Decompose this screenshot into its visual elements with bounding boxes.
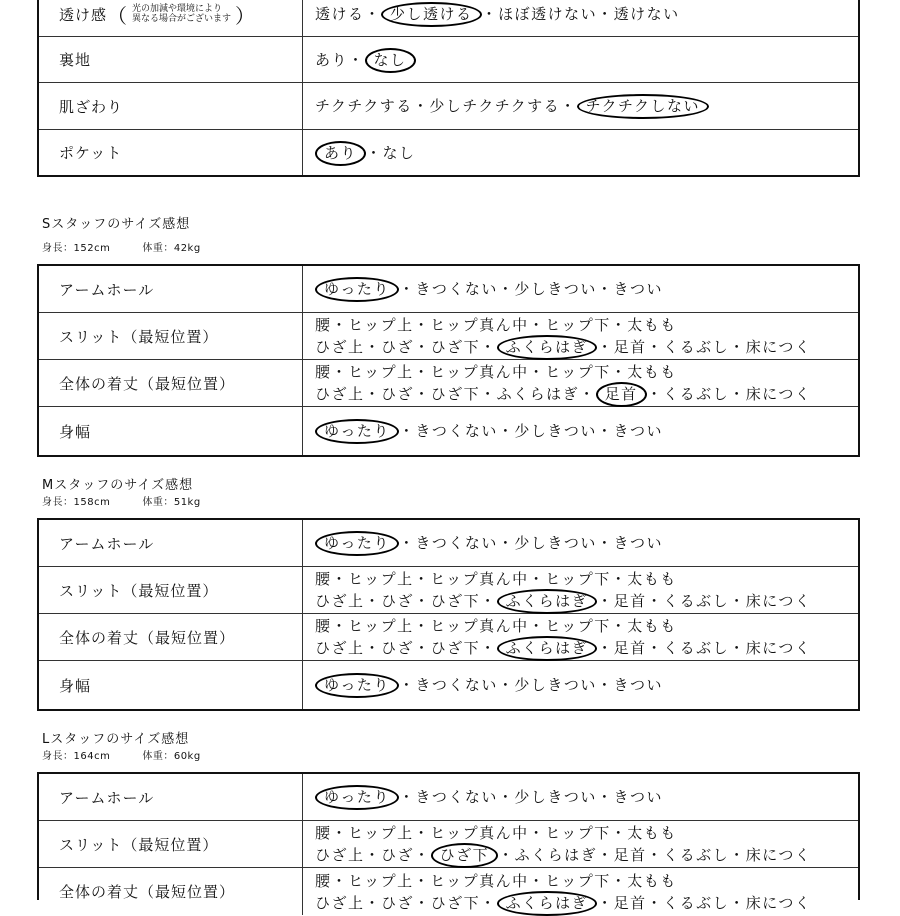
separator: ・: [481, 5, 499, 23]
selected-option: ゆったり: [315, 419, 399, 444]
option: ひざ下: [430, 639, 481, 657]
selected-option: あり: [315, 141, 366, 166]
option-line: [315, 786, 858, 808]
size-table-l: [37, 772, 860, 912]
option: きつくない: [415, 788, 498, 806]
option: 太もも: [627, 316, 677, 334]
option-line: [315, 844, 858, 866]
option: ヒップ下: [545, 824, 611, 842]
separator: ・: [364, 338, 382, 356]
row-label: 全体の着丈（最短位置）: [39, 360, 303, 406]
selected-option: チクチクしない: [577, 94, 709, 119]
separator: ・: [597, 893, 614, 912]
row-values: [303, 661, 858, 709]
row-values: [303, 407, 858, 455]
option: ふくらはぎ: [496, 385, 580, 403]
size-table-m: [37, 518, 860, 711]
row-label: 身幅: [39, 407, 303, 455]
option: あり: [315, 50, 349, 69]
separator: ・: [729, 846, 746, 864]
separator: ・: [414, 385, 431, 403]
separator: ・: [528, 824, 546, 842]
option: 太もも: [627, 570, 677, 588]
height: 身長：164cm: [42, 751, 111, 762]
separator: ・: [331, 570, 349, 588]
separator: ・: [497, 676, 515, 694]
separator: ・: [497, 280, 515, 298]
row-length: [39, 614, 858, 661]
option: ひざ上: [315, 338, 365, 356]
separator: ・: [364, 592, 382, 610]
separator: ・: [497, 788, 515, 806]
option: ヒップ下: [545, 570, 611, 588]
separator: ・: [331, 316, 349, 334]
option: ヒップ上: [348, 871, 414, 890]
size-table-s: [37, 264, 860, 457]
option-line: [315, 142, 858, 164]
row-label: スリット（最短位置）: [39, 567, 303, 613]
option-line: [315, 870, 858, 892]
option: 透ける: [315, 5, 365, 23]
option: きつくない: [415, 676, 498, 694]
option-line: [315, 615, 858, 637]
row-values: [303, 567, 858, 613]
row-label: 肌ざわり: [39, 83, 303, 129]
option: 透けない: [613, 5, 680, 23]
option-line: [315, 336, 858, 358]
option: ヒップ真ん中: [430, 871, 529, 890]
separator: ・: [364, 893, 382, 912]
section-title-s: Sスタッフのサイズ感想: [42, 217, 191, 232]
separator: ・: [610, 316, 628, 334]
option: きつい: [613, 788, 663, 806]
option: ヒップ下: [545, 316, 611, 334]
option: 少しきつい: [514, 676, 597, 694]
option: ヒップ上: [348, 363, 414, 381]
option: 足首: [613, 893, 647, 912]
selected-option: ふくらはぎ: [497, 335, 598, 360]
section-title-l: Lスタッフのサイズ感想: [42, 732, 190, 747]
row-values: [303, 868, 858, 915]
row-armhole: [39, 266, 858, 313]
separator: ・: [364, 5, 382, 23]
option-line: [315, 49, 858, 71]
option-line: [315, 314, 858, 336]
option-line: [315, 822, 858, 844]
separator: ・: [413, 617, 431, 635]
separator: ・: [729, 338, 746, 356]
row-armhole: [39, 520, 858, 567]
row-label: スリット（最短位置）: [39, 821, 303, 867]
row-values: [303, 360, 858, 406]
option: ひざ: [381, 592, 415, 610]
option: 腰: [315, 570, 332, 588]
option: 足首: [613, 338, 647, 356]
sheerness-note: [132, 4, 231, 24]
option: ひざ下: [430, 893, 481, 912]
row-values: [303, 774, 858, 820]
height: 身長：152cm: [42, 243, 111, 254]
separator: ・: [646, 385, 664, 403]
fabric-attributes-table: [37, 0, 860, 177]
row-width: [39, 407, 858, 455]
separator: ・: [596, 422, 614, 440]
separator: ・: [597, 639, 614, 657]
option: 床につく: [745, 893, 812, 912]
separator: ・: [398, 676, 416, 694]
separator: ・: [610, 363, 628, 381]
weight: 体重：51kg: [142, 497, 201, 508]
option: ヒップ上: [348, 316, 414, 334]
row-values: [303, 37, 858, 82]
separator: ・: [610, 617, 628, 635]
option: ヒップ真ん中: [430, 617, 529, 635]
option: ひざ: [381, 385, 415, 403]
row-length: [39, 360, 858, 407]
separator: ・: [528, 570, 546, 588]
option: 腰: [315, 871, 332, 890]
selected-option: なし: [365, 48, 416, 73]
note-line-2: 異なる場合がございます: [132, 14, 232, 24]
separator: ・: [414, 639, 431, 657]
option: ほぼ透けない: [498, 5, 598, 23]
separator: ・: [398, 534, 416, 552]
separator: ・: [729, 592, 746, 610]
row-label: アームホール: [39, 774, 303, 820]
row-pocket: [39, 130, 858, 175]
note-open-paren: （: [107, 3, 129, 28]
option-line: [315, 420, 858, 442]
separator: ・: [579, 385, 596, 403]
option: ヒップ下: [545, 363, 611, 381]
option-line: [315, 637, 858, 659]
option: くるぶし: [663, 338, 730, 356]
selected-option: 少し透ける: [381, 2, 482, 27]
row-values: [303, 821, 858, 867]
separator: ・: [528, 871, 546, 890]
row-values: [303, 614, 858, 660]
option: 太もも: [627, 363, 677, 381]
separator: ・: [413, 871, 431, 890]
option: きつい: [613, 534, 663, 552]
separator: ・: [412, 97, 430, 115]
option: なし: [382, 143, 416, 162]
option: ヒップ真ん中: [430, 824, 529, 842]
option: きつくない: [415, 534, 498, 552]
selected-option: ゆったり: [315, 531, 399, 556]
option: ひざ下: [430, 338, 481, 356]
separator: ・: [729, 893, 746, 912]
row-label: 裏地: [39, 37, 303, 82]
separator: ・: [414, 846, 431, 864]
separator: ・: [331, 871, 349, 890]
selected-option: 足首: [596, 382, 647, 407]
separator: ・: [597, 846, 614, 864]
separator: ・: [480, 338, 497, 356]
separator: ・: [348, 50, 365, 69]
row-label: ポケット: [39, 130, 303, 175]
option: ヒップ真ん中: [430, 570, 529, 588]
option: 床につく: [745, 592, 812, 610]
separator: ・: [413, 824, 431, 842]
weight: 体重：60kg: [142, 751, 201, 762]
separator: ・: [480, 893, 497, 912]
separator: ・: [596, 280, 614, 298]
row-values: [303, 266, 858, 312]
separator: ・: [480, 592, 497, 610]
row-label: [39, 0, 303, 36]
separator: ・: [596, 788, 614, 806]
row-label: アームホール: [39, 266, 303, 312]
option: 足首: [613, 639, 647, 657]
option: きつい: [613, 280, 663, 298]
selected-option: ゆったり: [315, 673, 399, 698]
option: ひざ上: [315, 893, 365, 912]
selected-option: ゆったり: [315, 785, 399, 810]
measurements-m: [42, 493, 201, 508]
option: 足首: [613, 592, 647, 610]
option: 足首: [613, 846, 647, 864]
separator: ・: [364, 639, 382, 657]
row-slit: [39, 821, 858, 868]
option: きつくない: [415, 422, 498, 440]
option: くるぶし: [663, 893, 730, 912]
row-label-text: 透け感: [59, 5, 108, 24]
selected-option: ひざ下: [431, 843, 499, 868]
row-sheerness: [39, 0, 858, 37]
option-line: [315, 383, 858, 405]
separator: ・: [646, 846, 664, 864]
separator: ・: [413, 363, 431, 381]
option: ヒップ上: [348, 570, 414, 588]
row-values: [303, 83, 858, 129]
option: ひざ上: [315, 385, 365, 403]
option: ヒップ下: [545, 617, 611, 635]
option: ひざ上: [315, 846, 365, 864]
selected-option: ふくらはぎ: [497, 636, 598, 661]
row-values: [303, 520, 858, 566]
row-label: スリット（最短位置）: [39, 313, 303, 359]
option: 腰: [315, 316, 332, 334]
option: ヒップ上: [348, 617, 414, 635]
row-length: [39, 868, 858, 915]
row-values: [303, 130, 858, 175]
separator: ・: [497, 534, 515, 552]
selected-option: ふくらはぎ: [497, 589, 598, 614]
option: ヒップ下: [545, 871, 611, 890]
option: ひざ下: [430, 385, 481, 403]
separator: ・: [528, 617, 546, 635]
row-lining: [39, 37, 858, 83]
option: ヒップ真ん中: [430, 363, 529, 381]
option-line: [315, 361, 858, 383]
option: きつい: [613, 422, 663, 440]
separator: ・: [498, 846, 515, 864]
option: ひざ下: [430, 592, 481, 610]
measurements-l: [42, 747, 201, 762]
separator: ・: [528, 363, 546, 381]
option: 太もも: [627, 824, 677, 842]
selected-option: ふくらはぎ: [497, 891, 598, 916]
option-line: [315, 532, 858, 554]
option: くるぶし: [663, 639, 730, 657]
separator: ・: [646, 338, 664, 356]
row-values: [303, 0, 858, 36]
option: 床につく: [745, 338, 812, 356]
separator: ・: [528, 316, 546, 334]
separator: ・: [364, 846, 382, 864]
option-line: [315, 95, 858, 117]
option: きつい: [613, 676, 663, 694]
separator: ・: [729, 385, 746, 403]
separator: ・: [331, 617, 349, 635]
row-slit: [39, 567, 858, 614]
option: 少しきつい: [514, 280, 597, 298]
measurements-s: [42, 239, 201, 254]
separator: ・: [480, 385, 497, 403]
separator: ・: [414, 893, 431, 912]
separator: ・: [366, 143, 383, 162]
row-slit: [39, 313, 858, 360]
option: ひざ: [381, 338, 415, 356]
row-width: [39, 661, 858, 709]
weight: 体重：42kg: [142, 243, 201, 254]
separator: ・: [398, 788, 416, 806]
option: 床につく: [745, 385, 812, 403]
row-armhole: [39, 774, 858, 821]
row-label: 身幅: [39, 661, 303, 709]
option: きつくない: [415, 280, 498, 298]
option: 太もも: [627, 871, 677, 890]
option: ひざ上: [315, 639, 365, 657]
separator: ・: [610, 824, 628, 842]
option: ひざ: [381, 893, 415, 912]
option: チクチクする: [315, 97, 413, 115]
row-label: 全体の着丈（最短位置）: [39, 868, 303, 915]
separator: ・: [414, 338, 431, 356]
separator: ・: [398, 422, 416, 440]
selected-option: ゆったり: [315, 277, 399, 302]
separator: ・: [596, 534, 614, 552]
option: くるぶし: [663, 846, 730, 864]
separator: ・: [596, 676, 614, 694]
option-line: [315, 892, 858, 914]
separator: ・: [610, 570, 628, 588]
row-label: アームホール: [39, 520, 303, 566]
option: ふくらはぎ: [514, 846, 598, 864]
option: くるぶし: [663, 592, 730, 610]
row-values: [303, 313, 858, 359]
option: ひざ: [381, 846, 415, 864]
separator: ・: [597, 338, 614, 356]
separator: ・: [414, 592, 431, 610]
option: ヒップ真ん中: [430, 316, 529, 334]
option: 床につく: [745, 846, 812, 864]
row-texture: [39, 83, 858, 130]
separator: ・: [331, 824, 349, 842]
option: くるぶし: [663, 385, 730, 403]
separator: ・: [497, 422, 515, 440]
option: 腰: [315, 824, 332, 842]
separator: ・: [480, 639, 497, 657]
option-line: [315, 674, 858, 696]
separator: ・: [646, 639, 664, 657]
option: 少しチクチクする: [429, 97, 561, 115]
option: ひざ: [381, 639, 415, 657]
separator: ・: [560, 97, 577, 115]
row-label: 全体の着丈（最短位置）: [39, 614, 303, 660]
separator: ・: [413, 316, 431, 334]
height: 身長：158cm: [42, 497, 111, 508]
option-line: [315, 568, 858, 590]
note-line-1: 光の加減や環境により: [132, 4, 223, 14]
separator: ・: [610, 871, 628, 890]
separator: ・: [729, 639, 746, 657]
note-close-paren: ）: [235, 3, 257, 28]
separator: ・: [597, 5, 614, 23]
option: 太もも: [627, 617, 677, 635]
separator: ・: [646, 893, 664, 912]
option-line: [315, 278, 858, 300]
separator: ・: [364, 385, 382, 403]
option: 少しきつい: [514, 422, 597, 440]
option: 少しきつい: [514, 534, 597, 552]
option: 腰: [315, 363, 332, 381]
section-title-m: Mスタッフのサイズ感想: [42, 478, 194, 493]
option-line: [315, 3, 858, 25]
separator: ・: [413, 570, 431, 588]
option: 床につく: [745, 639, 812, 657]
separator: ・: [398, 280, 416, 298]
option: ヒップ上: [348, 824, 414, 842]
separator: ・: [597, 592, 614, 610]
option: ひざ上: [315, 592, 365, 610]
option: 腰: [315, 617, 332, 635]
option-line: [315, 590, 858, 612]
separator: ・: [331, 363, 349, 381]
option: 少しきつい: [514, 788, 597, 806]
separator: ・: [646, 592, 664, 610]
